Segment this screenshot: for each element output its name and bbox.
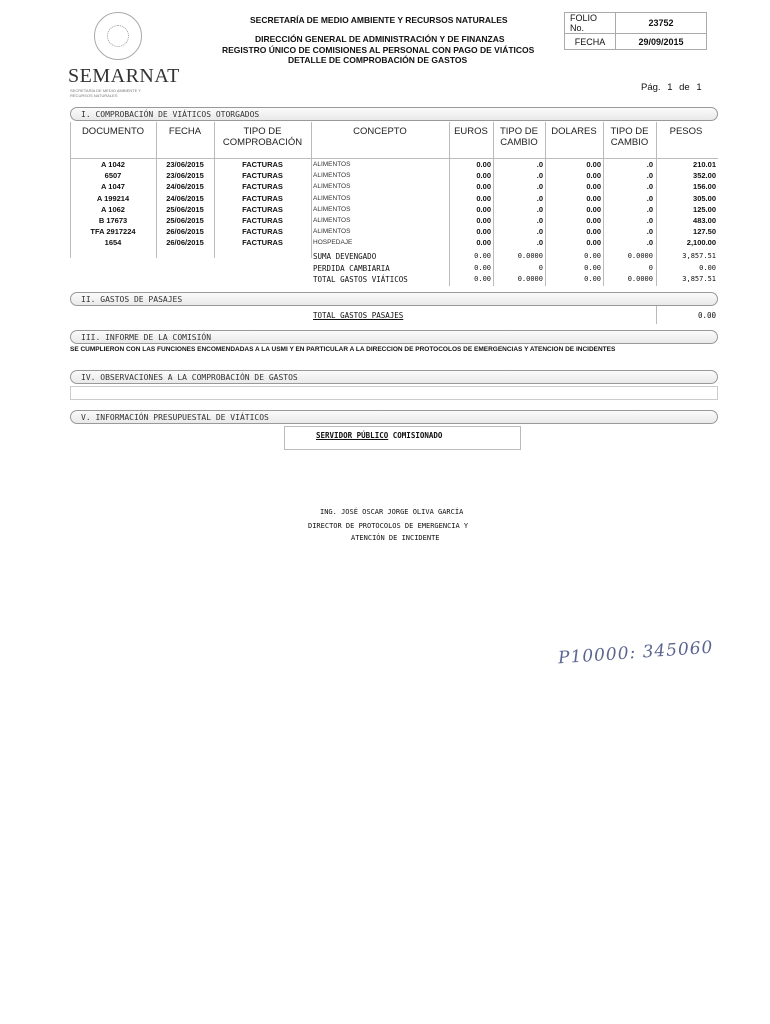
- cell-doc: A 199214: [96, 193, 130, 203]
- cell-tc1: .0: [536, 171, 543, 181]
- cell-doc: A 1042: [101, 160, 125, 169]
- cell-dolares: 0.00: [586, 238, 601, 248]
- section-3-header: III. INFORME DE LA COMISIÓN: [70, 330, 718, 344]
- cell-concepto: ALIMENTOS: [313, 228, 351, 236]
- header-line-4: DETALLE DE COMPROBACIÓN DE GASTOS: [288, 55, 468, 65]
- cell-euros: 0.00: [476, 216, 491, 225]
- cell-dolares: 0.00: [586, 193, 601, 203]
- cell-tc2: .0: [646, 227, 653, 237]
- cell-tipo: FACTURAS: [242, 216, 283, 225]
- col-dolares: DOLARES: [551, 126, 597, 137]
- cell-concepto: ALIMENTOS: [313, 194, 351, 202]
- total-euros: 0.00: [474, 275, 491, 283]
- cell-fecha: 26/06/2015: [166, 238, 204, 248]
- section-5-header: V. INFORMACIÓN PRESUPUESTAL DE VIÁTICOS: [70, 410, 718, 424]
- cell-euros: 0.00: [476, 193, 491, 203]
- total-tc1: 0: [538, 263, 543, 272]
- col-concepto: CONCEPTO: [353, 126, 407, 137]
- cell-tc2: .0: [646, 216, 653, 225]
- cell-dolares: 0.00: [586, 216, 601, 225]
- total-tc1: 0.0000: [517, 252, 543, 260]
- cell-euros: 0.00: [476, 160, 491, 169]
- cell-tc2: .0: [646, 182, 653, 192]
- cell-tipo: FACTURAS: [242, 238, 283, 248]
- cell-tipo: FACTURAS: [242, 160, 283, 169]
- table-row: [0, 226, 770, 237]
- col-documento: DOCUMENTO: [81, 126, 145, 137]
- cell-tc1: .0: [536, 204, 543, 214]
- cell-pesos: 483.00: [693, 216, 716, 225]
- cell-pesos: 210.01: [693, 160, 716, 169]
- cell-tc2: .0: [646, 171, 653, 181]
- table-row: [0, 237, 770, 248]
- signer-title-2: ATENCIÓN DE INCIDENTE: [351, 534, 440, 542]
- section-1-header: I. COMPROBACIÓN DE VIÁTICOS OTORGADOS: [70, 107, 718, 121]
- total-tc2: 0.0000: [627, 252, 653, 260]
- cell-tipo: FACTURAS: [242, 227, 283, 237]
- cell-fecha: 24/06/2015: [166, 182, 204, 192]
- logo-subtitle: SECRETARÍA DE MEDIO AMBIENTE Y RECURSOS NATURALES: [70, 88, 141, 98]
- cell-doc: 1654: [104, 238, 122, 248]
- cell-pesos: 352.00: [693, 171, 716, 181]
- pasajes-label: TOTAL GASTOS PASAJES: [313, 311, 404, 320]
- total-euros: 0.00: [474, 263, 491, 272]
- col-pesos: PESOS: [669, 126, 703, 137]
- cell-doc: TFA 2917224: [90, 227, 136, 237]
- cell-doc: B 17673: [98, 216, 128, 225]
- total-pesos: 3,857.51: [682, 275, 716, 283]
- cell-doc: A 1047: [101, 182, 125, 192]
- cell-pesos: 156.00: [693, 182, 716, 192]
- cell-dolares: 0.00: [586, 204, 601, 214]
- cell-euros: 0.00: [476, 238, 491, 248]
- cell-euros: 0.00: [476, 182, 491, 192]
- total-label: SUMA DEVENGADO: [313, 252, 377, 261]
- cell-tc2: .0: [646, 193, 653, 203]
- page-total: 1: [696, 82, 702, 93]
- total-dolares: 0.00: [584, 275, 601, 283]
- cell-euros: 0.00: [476, 227, 491, 237]
- cell-pesos: 127.50: [693, 227, 716, 237]
- totals-row: [0, 263, 770, 274]
- cell-concepto: ALIMENTOS: [313, 161, 351, 168]
- cell-concepto: ALIMENTOS: [313, 183, 351, 191]
- col-euros: EUROS: [454, 126, 488, 137]
- cell-concepto: ALIMENTOS: [313, 172, 351, 180]
- cell-tc1: .0: [536, 160, 543, 169]
- cell-fecha: 23/06/2015: [166, 171, 204, 181]
- cell-pesos: 2,100.00: [686, 238, 716, 248]
- col-tipo-cambio-1: TIPO DE CAMBIO: [499, 126, 538, 148]
- total-dolares: 0.00: [584, 263, 601, 272]
- pasajes-value: 0.00: [697, 311, 716, 320]
- cell-pesos: 125.00: [693, 204, 716, 214]
- cell-tc2: .0: [646, 204, 653, 214]
- header-line-1: SECRETARÍA DE MEDIO AMBIENTE Y RECURSOS NATURALES: [250, 15, 508, 25]
- cell-doc: A 1062: [101, 204, 125, 214]
- page-of-label: de: [679, 82, 690, 93]
- signer-name: ING. JOSÉ OSCAR JORGE OLIVA GARCÍA: [320, 508, 464, 516]
- table-row: [0, 193, 770, 204]
- cell-fecha: 26/06/2015: [166, 227, 204, 237]
- cell-tipo: FACTURAS: [242, 204, 283, 214]
- cell-concepto: ALIMENTOS: [313, 205, 351, 213]
- cell-tipo: FACTURAS: [242, 193, 283, 203]
- cell-pesos: 305.00: [693, 193, 716, 203]
- cell-tc1: .0: [536, 216, 543, 225]
- cell-tc2: .0: [646, 238, 653, 248]
- cell-fecha: 25/06/2015: [166, 216, 204, 225]
- folio-label: FOLIO No.: [565, 13, 616, 34]
- total-euros: 0.00: [474, 252, 491, 260]
- section-4-header: IV. OBSERVACIONES A LA COMPROBACIÓN DE GASTOS: [70, 370, 718, 384]
- cell-euros: 0.00: [476, 171, 491, 181]
- table-row: [0, 181, 770, 192]
- informe-text: SE CUMPLIERON CON LAS FUNCIONES ENCOMENDADAS A LA USMI Y EN PARTICULAR A LA DIRECCION DE PROTOCOLOS DE EMERGENCIAS Y ATENCION DE INCIDENTES: [70, 346, 616, 353]
- cell-dolares: 0.00: [586, 227, 601, 237]
- table-row: [0, 204, 770, 215]
- page-label: Pág.: [641, 82, 661, 93]
- government-seal-icon: [94, 12, 142, 60]
- table-row: [0, 170, 770, 181]
- cell-tipo: FACTURAS: [242, 171, 283, 181]
- total-label: PERDIDA CAMBIARIA: [313, 263, 390, 273]
- col-fecha: FECHA: [168, 126, 202, 137]
- cell-tc2: .0: [646, 160, 653, 169]
- table-row: [0, 159, 770, 170]
- cell-fecha: 25/06/2015: [166, 204, 204, 214]
- cell-tipo: FACTURAS: [242, 182, 283, 192]
- total-pesos: 0.00: [699, 263, 716, 272]
- cell-fecha: 23/06/2015: [166, 160, 204, 169]
- total-tc2: 0.0000: [627, 275, 653, 283]
- total-dolares: 0.00: [584, 252, 601, 260]
- total-tc2: 0: [648, 263, 653, 272]
- cell-tc1: .0: [536, 182, 543, 192]
- totals-row: [0, 274, 770, 285]
- servidor-label: SERVIDOR PÚBLICO COMISIONADO: [316, 431, 443, 440]
- page-current: 1: [667, 82, 673, 93]
- cell-dolares: 0.00: [586, 160, 601, 169]
- cell-tc1: .0: [536, 193, 543, 203]
- header-line-2: DIRECCIÓN GENERAL DE ADMINISTRACIÓN Y DE FINANZAS: [255, 34, 505, 44]
- table-row: [0, 215, 770, 226]
- total-pesos: 3,857.51: [682, 252, 716, 260]
- fecha-label: FECHA: [565, 34, 616, 50]
- cell-fecha: 24/06/2015: [166, 193, 204, 203]
- cell-dolares: 0.00: [586, 182, 601, 192]
- section-2-header: II. GASTOS DE PASAJES: [70, 292, 718, 306]
- total-tc1: 0.0000: [517, 275, 543, 283]
- handwritten-note: P10000: 345060: [557, 637, 715, 669]
- cell-concepto: ALIMENTOS: [313, 217, 351, 224]
- col-tipo-comprobacion: TIPO DE COMPROBACIÓN: [222, 126, 303, 148]
- logo-text: SEMARNAT: [68, 65, 180, 87]
- fecha-value: 29/09/2015: [616, 34, 707, 50]
- total-label: TOTAL GASTOS VIÁTICOS: [313, 275, 408, 284]
- cell-concepto: HOSPEDAJE: [313, 239, 353, 247]
- folio-box: [564, 12, 707, 50]
- page-indicator: [641, 82, 702, 93]
- cell-tc1: .0: [536, 227, 543, 237]
- cell-euros: 0.00: [476, 204, 491, 214]
- cell-tc1: .0: [536, 238, 543, 248]
- col-tipo-cambio-2: TIPO DE CAMBIO: [610, 126, 649, 148]
- cell-doc: 6507: [104, 171, 122, 181]
- cell-dolares: 0.00: [586, 171, 601, 181]
- folio-value: 23752: [616, 13, 707, 34]
- header-line-3: REGISTRO ÚNICO DE COMISIONES AL PERSONAL CON PAGO DE VIÁTICOS: [222, 45, 535, 55]
- totals-row: [0, 251, 770, 262]
- observaciones-box: [70, 386, 718, 400]
- signer-title-1: DIRECTOR DE PROTOCOLOS DE EMERGENCIA Y: [308, 522, 469, 530]
